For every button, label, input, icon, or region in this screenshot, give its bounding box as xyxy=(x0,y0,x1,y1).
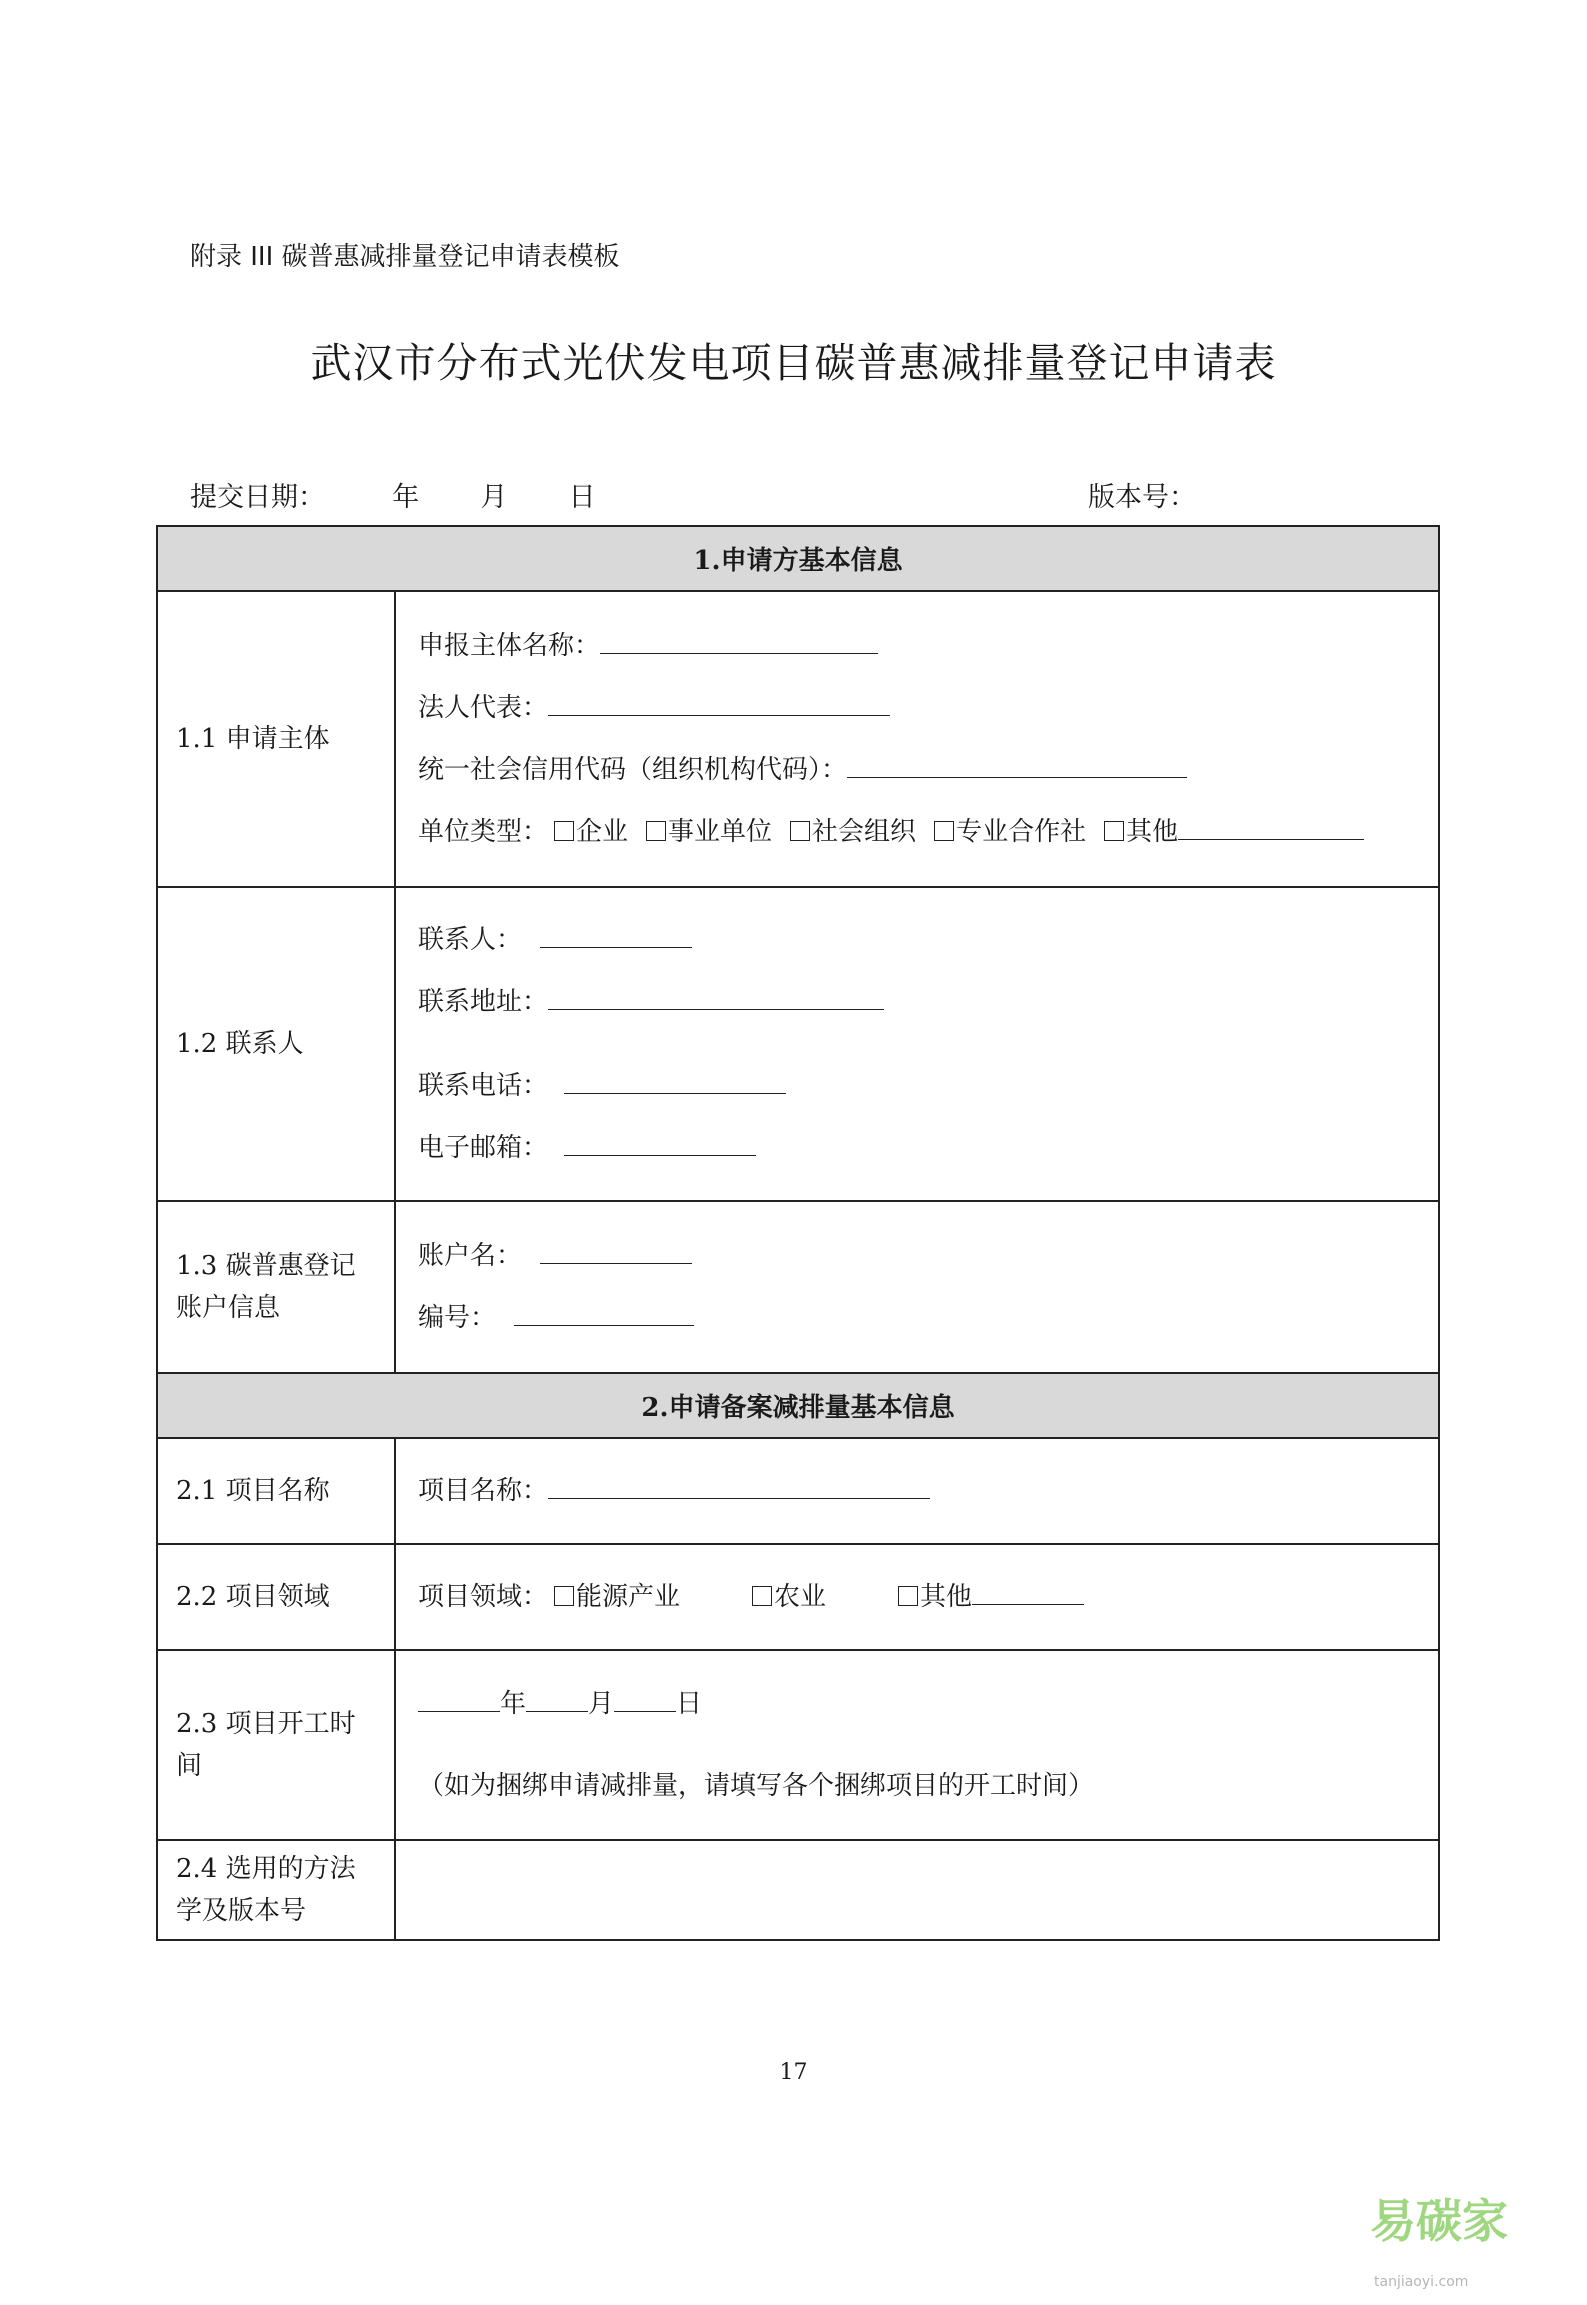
project-name-label: 项目名称： xyxy=(418,1476,549,1506)
checkbox-institution[interactable] xyxy=(646,821,666,841)
row-contact-content xyxy=(395,887,1439,1201)
checkbox-agriculture[interactable] xyxy=(752,1586,772,1606)
legal-rep-label: 法人代表： xyxy=(418,693,549,723)
checkbox-domain-other[interactable] xyxy=(898,1586,918,1606)
option-social-org: 社会组织 xyxy=(812,817,917,847)
option-institution: 事业单位 xyxy=(668,817,773,847)
option-cooperative: 专业合作社 xyxy=(956,817,1087,847)
year-label: 年 xyxy=(392,482,420,513)
account-label: 账户名： xyxy=(418,1241,523,1271)
phone-field[interactable] xyxy=(564,1069,786,1094)
checkbox-enterprise[interactable] xyxy=(554,821,574,841)
row-project-domain-content xyxy=(395,1544,1439,1650)
checkbox-cooperative[interactable] xyxy=(934,821,954,841)
start-month-field[interactable] xyxy=(526,1687,588,1712)
row-applicant-label: 1.1 申请主体 xyxy=(157,591,395,887)
submit-date-label: 提交日期： xyxy=(190,482,325,513)
checkbox-energy[interactable] xyxy=(554,1586,574,1606)
legal-rep-field[interactable] xyxy=(548,691,890,716)
contact-label: 联系人： xyxy=(418,925,523,955)
row-applicant-content xyxy=(395,591,1439,887)
start-day-label: 日 xyxy=(676,1689,703,1719)
phone-label: 联系电话： xyxy=(418,1071,549,1101)
contact-field[interactable] xyxy=(540,923,692,948)
project-name-field[interactable] xyxy=(548,1474,930,1499)
watermark-sub: tanjiaoyi.com xyxy=(1374,2273,1469,2290)
row-methodology-label: 2.4 选用的方法学及版本号 xyxy=(157,1840,395,1940)
start-month-label: 月 xyxy=(588,1689,615,1719)
watermark-text: 易碳家 xyxy=(1370,2194,1508,2248)
start-time-note: （如为捆绑申请减排量，请填写各个捆绑项目的开工时间） xyxy=(418,1771,1095,1801)
credit-code-field[interactable] xyxy=(847,753,1187,778)
project-domain-label: 项目领域： xyxy=(418,1582,549,1612)
version-label: 版本号： xyxy=(1088,482,1196,513)
option-other: 其他 xyxy=(1126,817,1179,847)
credit-code-label: 统一社会信用代码（组织机构代码）： xyxy=(418,755,848,785)
option-energy: 能源产业 xyxy=(576,1582,681,1612)
checkbox-social-org[interactable] xyxy=(790,821,810,841)
account-field[interactable] xyxy=(540,1239,692,1264)
start-year-label: 年 xyxy=(500,1689,527,1719)
address-field[interactable] xyxy=(548,985,884,1010)
row-start-time-content xyxy=(395,1650,1439,1840)
entity-name-field[interactable] xyxy=(600,629,878,654)
watermark-logo xyxy=(1370,2185,1587,2305)
section2-heading: 2.申请备案减排量基本信息 xyxy=(157,1373,1439,1438)
row-account-content xyxy=(395,1201,1439,1373)
email-label: 电子邮箱： xyxy=(418,1133,549,1163)
unit-type-other-field[interactable] xyxy=(1178,815,1364,840)
entity-name-label: 申报主体名称： xyxy=(418,631,601,661)
row-account-label: 1.3 碳普惠登记账户信息 xyxy=(157,1201,395,1373)
unit-type-label: 单位类型： xyxy=(418,817,549,847)
month-label: 月 xyxy=(480,482,508,513)
day-label: 日 xyxy=(568,482,596,513)
methodology-field[interactable] xyxy=(395,1840,1439,1940)
row-project-domain-label: 2.2 项目领域 xyxy=(157,1544,395,1650)
section1-heading: 1.申请方基本信息 xyxy=(157,526,1439,591)
appendix-label: 附录 III 碳普惠减排量登记申请表模板 xyxy=(190,242,620,272)
checkbox-other[interactable] xyxy=(1104,821,1124,841)
application-form xyxy=(156,525,1440,1941)
address-label: 联系地址： xyxy=(418,987,549,1017)
domain-other-field[interactable] xyxy=(972,1580,1084,1605)
option-enterprise: 企业 xyxy=(576,817,629,847)
document-title: 武汉市分布式光伏发电项目碳普惠减排量登记申请表 xyxy=(310,339,1277,387)
option-domain-other: 其他 xyxy=(920,1582,973,1612)
page-number: 17 xyxy=(779,2060,808,2085)
number-label: 编号： xyxy=(418,1303,497,1333)
row-project-name-label: 2.1 项目名称 xyxy=(157,1438,395,1544)
submit-date xyxy=(190,475,596,514)
row-project-name-content xyxy=(395,1438,1439,1544)
number-field[interactable] xyxy=(514,1301,694,1326)
row-contact-label: 1.2 联系人 xyxy=(157,887,395,1201)
option-agriculture: 农业 xyxy=(774,1582,827,1612)
email-field[interactable] xyxy=(564,1131,756,1156)
start-day-field[interactable] xyxy=(614,1687,676,1712)
start-year-field[interactable] xyxy=(418,1687,500,1712)
row-start-time-label: 2.3 项目开工时间 xyxy=(157,1650,395,1840)
